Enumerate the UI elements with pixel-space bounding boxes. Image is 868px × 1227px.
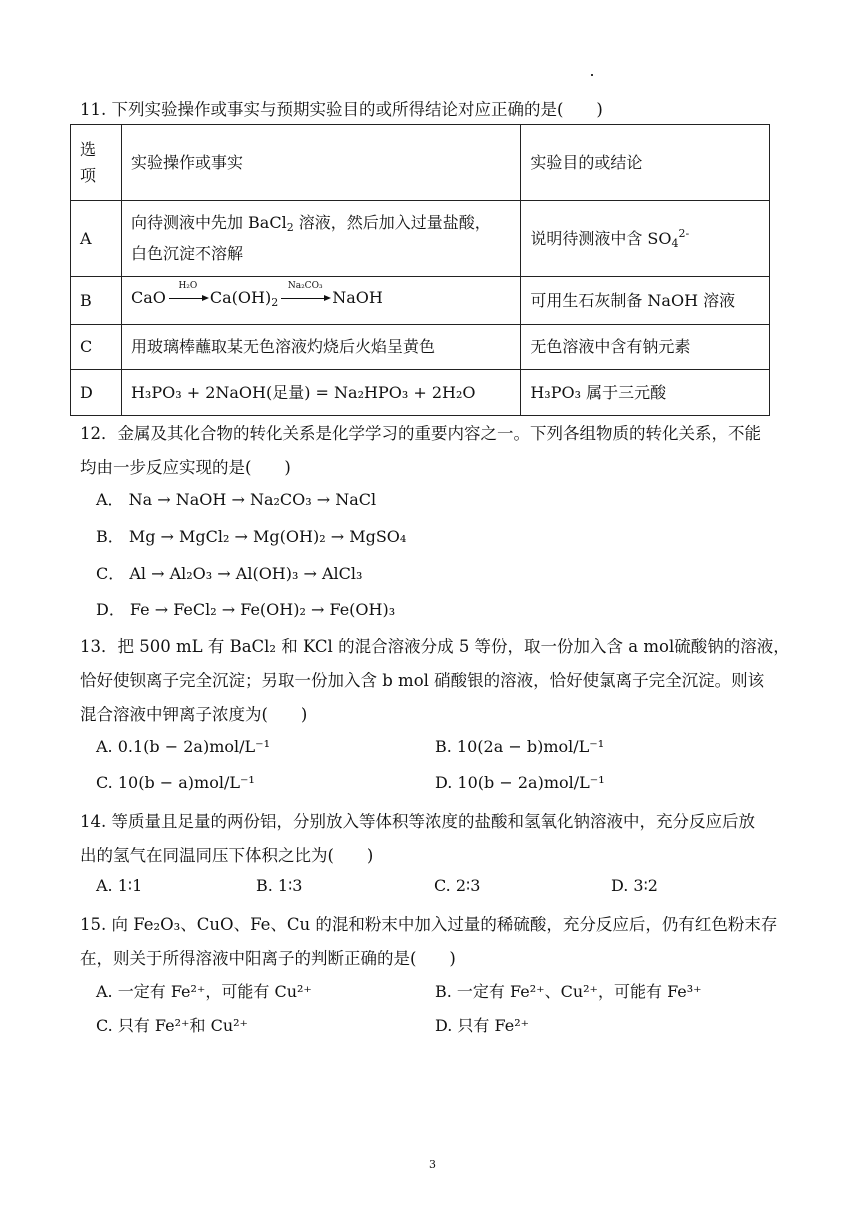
q13-stem-line1: 13．把 500 mL 有 BaCl₂ 和 KCl 的混合溶液分成 5 等份，取一份加入含 a mol硫酸钠的溶液， <box>80 637 790 656</box>
q13-stem-line3: 混合溶液中钾离子浓度为( ) <box>80 705 308 724</box>
row-conclusion: 说明待测液中含 $SO_4^{2-}$ <box>521 201 770 277</box>
arrow-na2co3: Na₂CO₃ <box>281 285 329 311</box>
q15-option-b: B. 一定有 Fe²⁺、Cu²⁺，可能有 Fe³⁺ <box>435 982 702 1001</box>
row-operation: CaO H₂O $Ca(OH)_2$ Na₂CO₃ NaOH <box>121 277 520 325</box>
q12-option-a: A． Na → NaOH → Na₂CO₃ → NaCl <box>96 490 377 509</box>
q15-stem-line2: 在，则关于所得溶液中阳离子的判断正确的是( ) <box>80 949 456 968</box>
q11-table <box>70 124 770 416</box>
header-option: 选 项 <box>71 125 122 201</box>
q14-option-d: D. 3∶2 <box>611 876 658 895</box>
q13-option-c: C. 10(b − a)mol/L⁻¹ <box>96 773 255 792</box>
q13-stem-line2: 恰好使钡离子完全沉淀；另取一份加入含 b mol 硝酸银的溶液，恰好使氯离子完全沉淀。则该 <box>80 671 765 690</box>
page-number: 3 <box>429 1158 436 1171</box>
q14-stem-line1: 14. 等质量且足量的两份铝，分别放入等体积等浓度的盐酸和氢氧化钠溶液中，充分反应后放 <box>80 812 755 831</box>
q12-stem-line2: 均由一步反应实现的是( ) <box>80 458 291 477</box>
q13-option-d: D. 10(b − 2a)mol/L⁻¹ <box>435 773 605 792</box>
q14-option-c: C. 2∶3 <box>434 876 481 895</box>
arrow-h2o: H₂O <box>169 285 207 311</box>
q14-option-b: B. 1∶3 <box>256 876 303 895</box>
row-conclusion: H₃PO₃ 属于三元酸 <box>521 370 770 416</box>
q15-stem-line1: 15. 向 Fe₂O₃、CuO、Fe、Cu 的混和粉末中加入过量的稀硫酸，充分反应后，仍有红色粉末存 <box>80 915 778 934</box>
table-row <box>71 277 770 325</box>
q15-option-c: C. 只有 Fe²⁺和 Cu²⁺ <box>96 1016 248 1035</box>
q12-option-c: C． Al → Al₂O₃ → Al(OH)₃ → AlCl₃ <box>96 564 363 583</box>
row-operation: H₃PO₃ + 2NaOH(足量) = Na₂HPO₃ + 2H₂O <box>121 370 520 416</box>
q15-option-a: A. 一定有 Fe²⁺，可能有 Cu²⁺ <box>96 982 312 1001</box>
stray-dot <box>591 74 593 76</box>
q11-stem: 11. 下列实验操作或事实与预期实验目的或所得结论对应正确的是( ) <box>80 100 603 119</box>
row-operation: 用玻璃棒蘸取某无色溶液灼烧后火焰呈黄色 <box>121 325 520 370</box>
table-row <box>71 370 770 416</box>
q12-stem-line1: 12．金属及其化合物的转化关系是化学学习的重要内容之一。下列各组物质的转化关系，不能 <box>80 424 761 443</box>
header-conclusion: 实验目的或结论 <box>521 125 770 201</box>
q13-option-a: A. 0.1(b − 2a)mol/L⁻¹ <box>96 737 270 756</box>
q14-option-a: A. 1∶1 <box>96 876 143 895</box>
row-conclusion: 无色溶液中含有钠元素 <box>521 325 770 370</box>
row-option: D <box>71 370 122 416</box>
row-option: C <box>71 325 122 370</box>
table-header-row <box>71 125 770 201</box>
row-conclusion: 可用生石灰制备 NaOH 溶液 <box>521 277 770 325</box>
row-option: A <box>71 201 122 277</box>
q15-option-d: D. 只有 Fe²⁺ <box>435 1016 530 1035</box>
q14-stem-line2: 出的氢气在同温同压下体积之比为( ) <box>80 846 374 865</box>
row-operation: 向待测液中先加 BaCl$_2$ 溶液，然后加入过量盐酸， 白色沉淀不溶解 <box>121 201 520 277</box>
q12-option-b: B． Mg → MgCl₂ → Mg(OH)₂ → MgSO₄ <box>96 527 407 546</box>
q12-option-d: D． Fe → FeCl₂ → Fe(OH)₂ → Fe(OH)₃ <box>96 600 396 619</box>
row-option: B <box>71 277 122 325</box>
header-operation: 实验操作或事实 <box>121 125 520 201</box>
table-row <box>71 325 770 370</box>
table-row <box>71 201 770 277</box>
q13-option-b: B. 10(2a − b)mol/L⁻¹ <box>435 737 605 756</box>
